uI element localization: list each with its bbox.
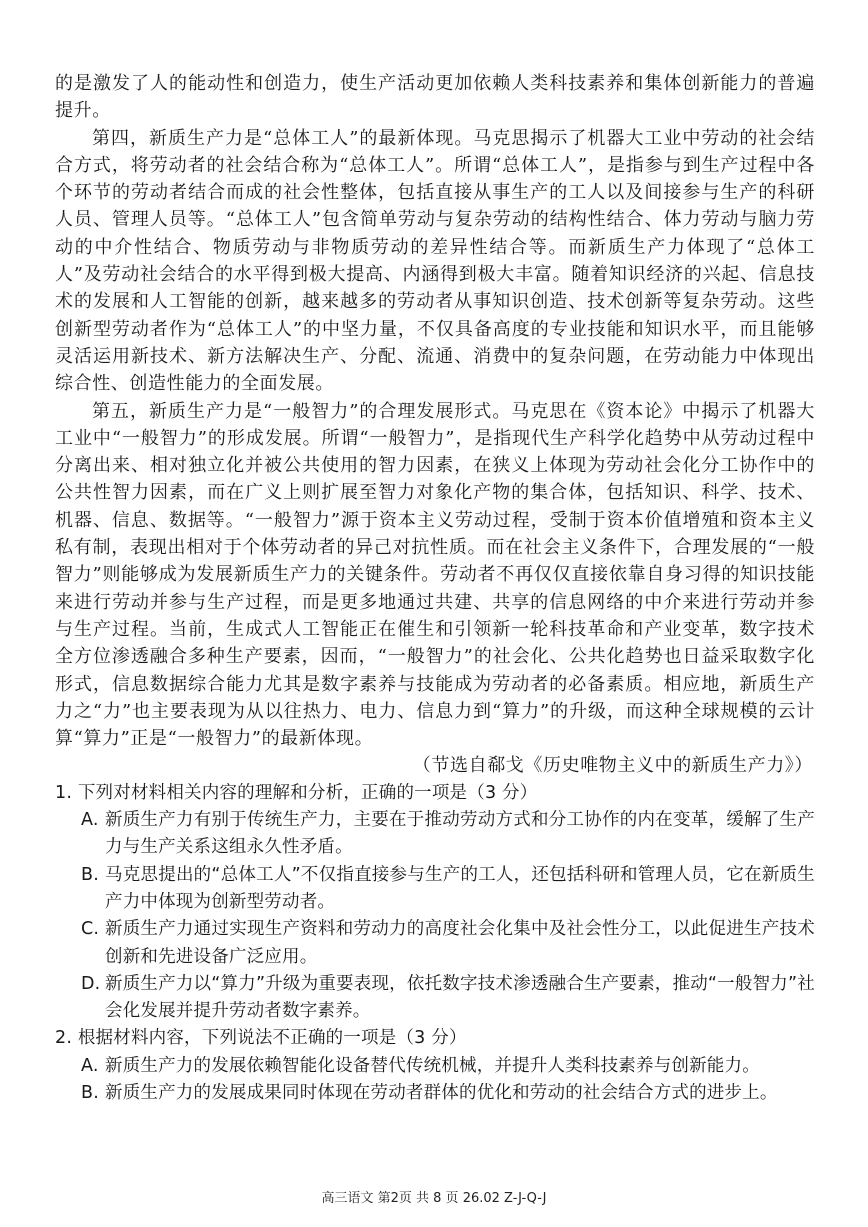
option-key: C. [81,919,100,940]
option-d [55,971,815,1026]
option-text: 新质生产力有别于传统生产力，主要在于推动劳动方式和分工协作的内在变革，缓解了生产力与生产关系这组永久性矛盾。 [105,810,815,858]
option-text: 新质生产力的发展成果同时体现在劳动者群体的优化和劳动的社会结合方式的进步上。 [105,1082,778,1103]
option-a [55,1053,815,1080]
page-footer: 高三语文 第2页 共 8 页 26.02 Z-J-Q-J [321,1191,547,1206]
option-key: A. [81,810,99,831]
option-text: 新质生产力以“算力”升级为重要表现，依托数字技术渗透融合生产要素，推动“一般智力”社会化发展并提升劳动者数字素养。 [105,973,815,1022]
question-stem: 1. 下列对材料相关内容的理解和分析，正确的一项是（3 分） [55,782,538,803]
option-key: D. [81,973,101,994]
passage-paragraph-fifth: 第五，新质生产力是“一般智力”的合理发展形式。马克思在《资本论》中揭示了机器大工业中“一般智力”的形成发展。所谓“一般智力”，是指现代生产科学化趋势中从劳动过程中分离出来、相对独立化并被公共使用的智力因素，在狭义上体现为劳动社会化分工协作中的公共性智力因素，而在广义上则扩展至智力对象化产物的集合体，包括知识、科学、技术、机器、信息、数据等。“一般智力”源于资本主义劳动过程，受制于资本价值增殖和资本主义私有制，表现出相对于个体劳动者的异己对抗性质。而在社会主义条件下，合理发展的“一般智力”则能够成为发展新质生产力的关键条件。劳动者不再仅仅直接依靠自身习得的知识技能来进行劳动并参与生产过程，而是更多地通过共建、共享的信息网络的中介来进行劳动并参与生产过程。当前，生成式人工智能正在催生和引领新一轮科技革命和产业变革，数字技术全方位渗透融合多种生产要素，因而，“一般智力”的社会化、公共化趋势也日益采取数字化形式，信息数据综合能力尤其是数字素养与技能成为劳动者的必备素质。相应地，新质生产力之“力”也主要表现为从以往热力、电力、信息力到“算力”的升级，而这种全球规模的云计算“算力”正是“一般智力”的最新体现。 [55,400,815,750]
option-b [55,1080,815,1107]
option-c [55,916,815,971]
option-text: 马克思提出的“总体工人”不仅指直接参与生产的工人，还包括科研和管理人员，它在新质生产力中体现为创新型劳动者。 [105,864,815,912]
question-1 [55,780,815,1026]
option-key: A. [81,1055,99,1076]
question-2 [55,1025,815,1107]
exam-page [55,70,815,1107]
option-text: 新质生产力通过实现生产资料和劳动力的高度社会化集中及社会性分工，以此促进生产技术创新和先进设备广泛应用。 [105,919,815,967]
option-a [55,807,815,862]
option-b [55,862,815,917]
passage-paragraph-fourth: 第四，新质生产力是“总体工人”的最新体现。马克思揭示了机器大工业中劳动的社会结合方式，将劳动者的社会结合称为“总体工人”。所谓“总体工人”，是指参与到生产过程中各个环节的劳动者结合而成的社会性整体，包括直接从事生产的工人以及间接参与生产的科研人员、管理人员等。“总体工人”包含简单劳动与复杂劳动的结构性结合、体力劳动与脑力劳动的中介性结合、物质劳动与非物质劳动的差异性结合等。而新质生产力体现了“总体工人”及劳动社会结合的水平得到极大提高、内涵得到极大丰富。随着知识经济的兴起、信息技术的发展和人工智能的创新，越来越多的劳动者从事知识创造、技术创新等复杂劳动。这些创新型劳动者作为“总体工人”的中坚力量，不仅具备高度的专业技能和知识水平，而且能够灵活运用新技术、新方法解决生产、分配、流通、消费中的复杂问题，在劳动能力中体现出综合性、创造性能力的全面发展。 [55,127,815,395]
question-stem: 2. 根据材料内容，下列说法不正确的一项是（3 分） [55,1028,467,1049]
option-text: 新质生产力的发展依赖智能化设备替代传统机械，并提升人类科技素养与创新能力。 [105,1055,760,1076]
option-key: B. [81,1082,99,1103]
passage-paragraph-continued: 的是激发了人的能动性和创造力，使生产活动更加依赖人类科技素养和集体创新能力的普遍提升。 [55,73,815,122]
option-key: B. [81,864,99,885]
passage-source: （节选自郗戈《历史唯物主义中的新质生产力》） [412,755,813,777]
